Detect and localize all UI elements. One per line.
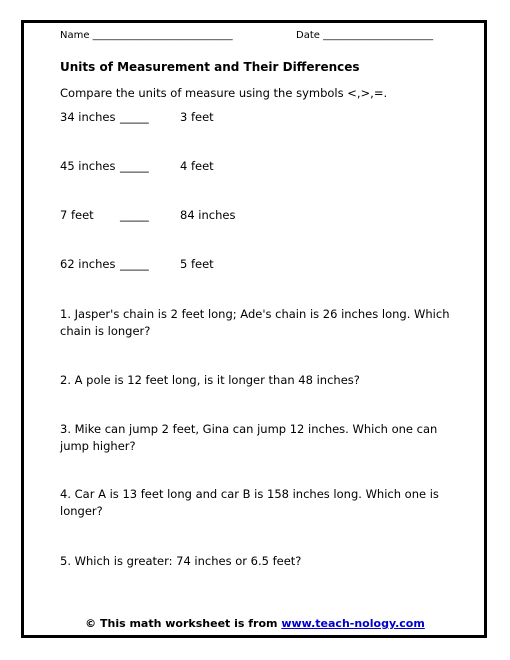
comparison-right: 3 feet bbox=[180, 110, 214, 124]
comparison-blank: _____ bbox=[120, 208, 149, 222]
comparison-left: 34 inches bbox=[60, 110, 116, 124]
comparison-right: 84 inches bbox=[180, 208, 236, 222]
word-problem: 3. Mike can jump 2 feet, Gina can jump 12 inches. Which one can jump higher? bbox=[60, 422, 438, 453]
comparison-left: 7 feet bbox=[60, 208, 94, 222]
word-problem: 5. Which is greater: 74 inches or 6.5 feet? bbox=[60, 554, 302, 568]
comparison-blank: _____ bbox=[120, 110, 149, 124]
name-field-line: Name ____________________________ bbox=[60, 30, 233, 41]
comparison-right: 4 feet bbox=[180, 159, 214, 173]
word-problem: 2. A pole is 12 feet long, is it longer than 48 inches? bbox=[60, 373, 360, 387]
word-problem: 1. Jasper's chain is 2 feet long; Ade's chain is 26 inches long. Which chain is longer? bbox=[60, 307, 450, 338]
comparison-blank: _____ bbox=[120, 159, 149, 173]
date-field-line: Date ______________________ bbox=[296, 30, 434, 41]
worksheet-title: Units of Measurement and Their Differences bbox=[60, 60, 360, 74]
comparison-blank: _____ bbox=[120, 257, 149, 271]
comparison-left: 62 inches bbox=[60, 257, 116, 271]
comparison-right: 5 feet bbox=[180, 257, 214, 271]
word-problem: 4. Car A is 13 feet long and car B is 158 inches long. Which one is longer? bbox=[60, 487, 439, 518]
footer-prefix: © This math worksheet is from bbox=[85, 617, 282, 630]
comparison-left: 45 inches bbox=[60, 159, 116, 173]
footer-credit bbox=[0, 617, 510, 630]
teach-nology-link[interactable]: www.teach-nology.com bbox=[281, 617, 425, 630]
instructions: Compare the units of measure using the symbols <,>,=. bbox=[60, 86, 388, 100]
